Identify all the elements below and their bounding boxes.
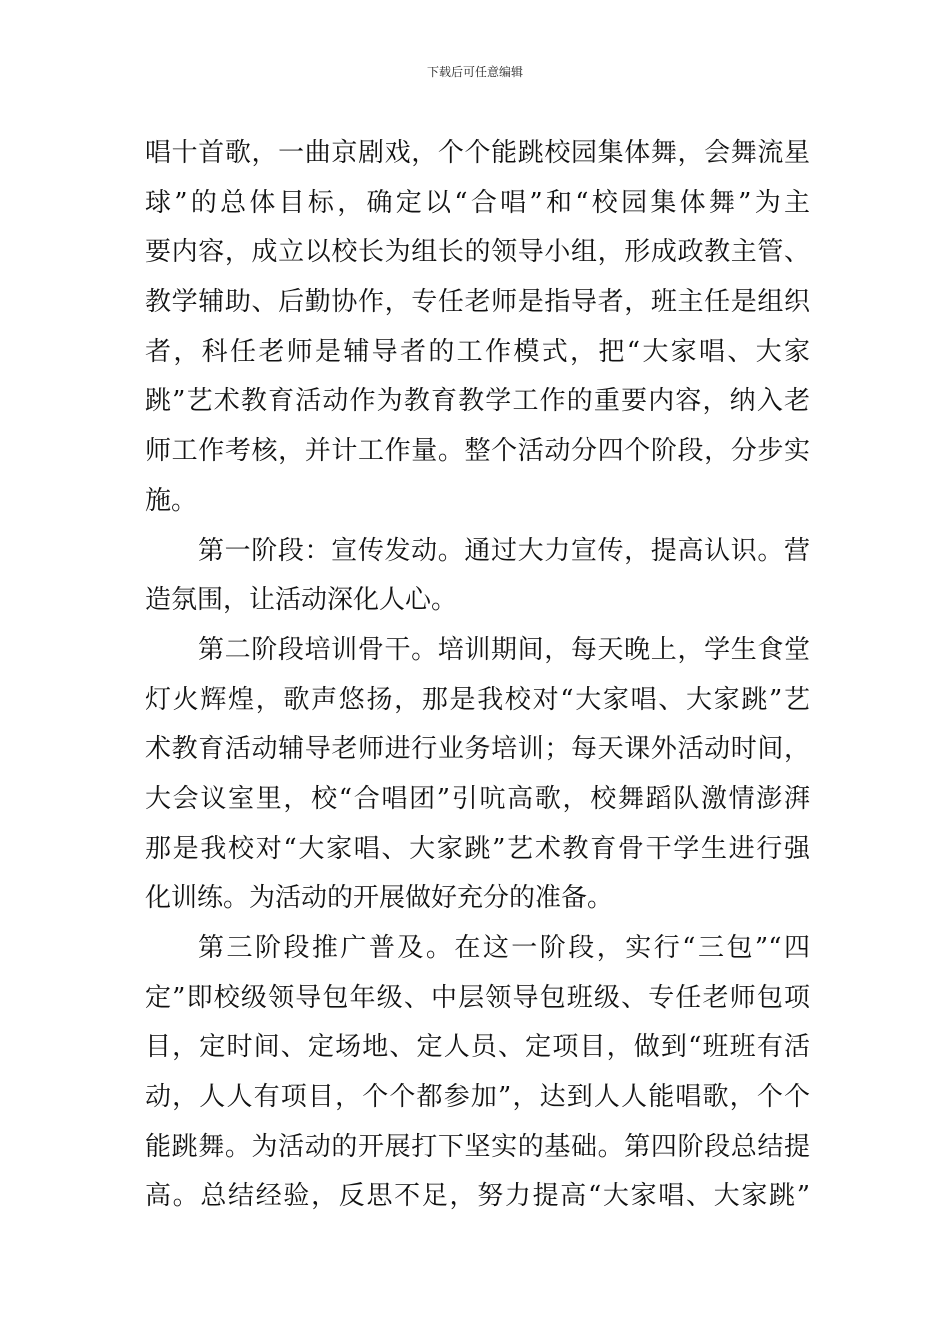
document-body xyxy=(145,129,810,1222)
paragraph-first-line: 第二阶段培训骨干。培训期间，每天晚上，学生食堂 xyxy=(198,634,810,665)
text-line: 造氛围，让活动深化人心。 xyxy=(145,585,458,616)
text-line: 者，科任老师是辅导者的工作模式，把“大家唱、大家 xyxy=(145,336,810,367)
text-line: 大会议室里，校“合唱团”引吭高歌，校舞蹈队激情澎湃 xyxy=(145,783,810,814)
text-line: 动，人人有项目，个个都参加”，达到人人能唱歌，个个 xyxy=(145,1082,810,1113)
text-line: 教学辅助、后勤协作，专任老师是指导者，班主任是组织 xyxy=(145,287,810,318)
text-line: 灯火辉煌，歌声悠扬，那是我校对“大家唱、大家跳”艺 xyxy=(145,684,810,715)
text-line: 目，定时间、定场地、定人员、定项目，做到“班班有活 xyxy=(145,1032,810,1063)
text-line: 唱十首歌，一曲京剧戏，个个能跳校园集体舞，会舞流星 xyxy=(145,138,810,168)
page-header: 下载后可任意编辑 xyxy=(426,65,523,79)
text-line: 能跳舞。为活动的开展打下坚实的基础。第四阶段总结提 xyxy=(145,1131,810,1162)
text-line: 高。总结经验，反思不足，努力提高“大家唱、大家跳” xyxy=(145,1181,810,1212)
text-line: 化训练。为活动的开展做好充分的准备。 xyxy=(145,883,614,914)
paragraph-first-line: 第一阶段：宣传发动。通过大力宣传，提高认识。营 xyxy=(198,535,810,566)
text-line: 定”即校级领导包年级、中层领导包班级、专任老师包项 xyxy=(145,982,810,1013)
text-line: 跳”艺术教育活动作为教育教学工作的重要内容，纳入老 xyxy=(145,386,810,417)
text-line: 要内容，成立以校长为组长的领导小组，形成政教主管、 xyxy=(145,237,810,268)
text-line: 术教育活动辅导老师进行业务培训；每天课外活动时间， xyxy=(145,734,810,765)
text-line: 球”的总体目标，确定以“合唱”和“校园集体舞”为主 xyxy=(145,187,810,218)
text-line: 施。 xyxy=(145,485,198,516)
text-line: 那是我校对“大家唱、大家跳”艺术教育骨干学生进行强 xyxy=(145,833,810,864)
text-line: 师工作考核，并计工作量。整个活动分四个阶段，分步实 xyxy=(145,436,810,467)
paragraph-first-line: 第三阶段推广普及。在这一阶段，实行“三包”“四 xyxy=(198,933,810,963)
